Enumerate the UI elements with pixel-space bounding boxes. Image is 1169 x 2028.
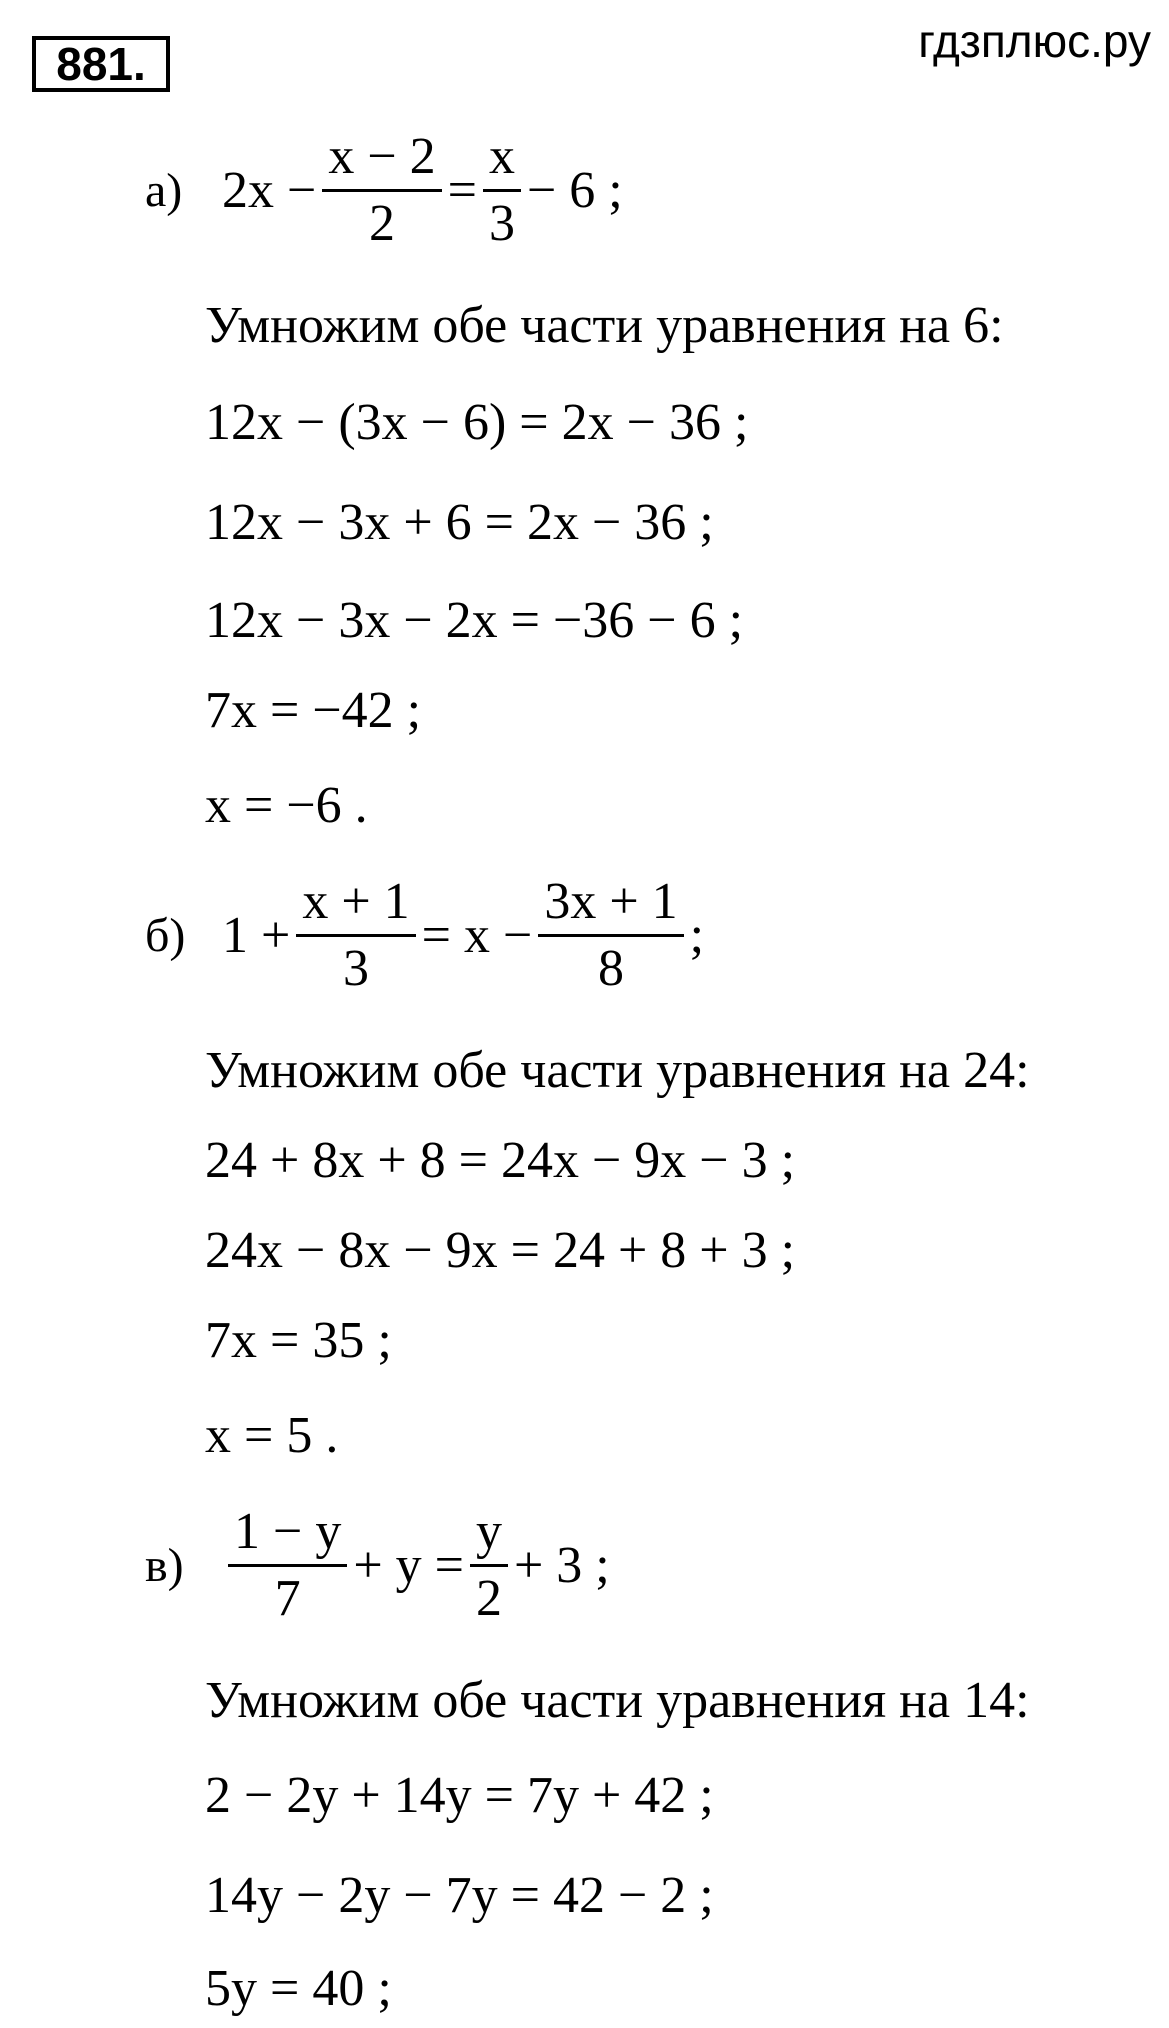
part-c-frac2-den: 2	[470, 1564, 508, 1625]
part-a-frac1-num: x − 2	[328, 127, 436, 185]
part-b-step: 24 + 8x + 8 = 24x − 9x − 3 ;	[205, 1131, 796, 1189]
part-a-frac1-den: 2	[322, 189, 441, 250]
part-c-frac2-num: y	[475, 1502, 502, 1560]
part-b-frac2-num: 3x + 1	[544, 872, 678, 930]
part-c-note: Умножим обе части уравнения на 14:	[205, 1671, 1030, 1729]
part-c-fraction-2	[470, 1502, 508, 1627]
site-watermark: гдзплюс.ру	[918, 15, 1151, 67]
part-c-step: 14y − 2y − 7y = 42 − 2 ;	[205, 1866, 714, 1924]
part-a-frac2-den: 3	[483, 189, 521, 250]
part-b-note: Умножим обе части уравнения на 24:	[205, 1041, 1030, 1099]
part-a-step: 12x − 3x + 6 = 2x − 36 ;	[205, 493, 714, 551]
part-b-mid: = x −	[421, 906, 533, 964]
part-b-frac2-den: 8	[538, 934, 683, 995]
part-c-step: 2 − 2y + 14y = 7y + 42 ;	[205, 1766, 714, 1824]
part-c-frac1-den: 7	[228, 1564, 347, 1625]
part-b-frac1-den: 3	[296, 934, 415, 995]
part-b-rhs: ;	[689, 906, 705, 964]
part-b-step: 24x − 8x − 9x = 24 + 8 + 3 ;	[205, 1221, 796, 1279]
part-a-step: 12x − 3x − 2x = −36 − 6 ;	[205, 591, 744, 649]
part-a-fraction-2	[483, 127, 521, 252]
part-a-fraction-1	[322, 127, 441, 252]
part-a-equation	[222, 125, 623, 255]
part-b-step: x = 5 .	[205, 1406, 339, 1464]
part-a-mid: =	[447, 161, 477, 219]
part-c-frac1-num: 1 − y	[234, 1502, 342, 1560]
part-c-step: 5y = 40 ;	[205, 1959, 392, 2017]
part-b-label: б)	[145, 908, 186, 962]
part-c-rhs: + 3 ;	[513, 1536, 610, 1594]
part-a-note: Умножим обе части уравнения на 6:	[205, 296, 1004, 354]
part-a-step: x = −6 .	[205, 776, 368, 834]
part-c-equation	[222, 1500, 610, 1630]
part-b-fraction-1	[296, 872, 415, 997]
part-b-lhs: 1 +	[222, 906, 291, 964]
part-c-mid: + y =	[353, 1536, 464, 1594]
part-b-frac1-num: x + 1	[302, 872, 410, 930]
part-c-fraction-1	[228, 1502, 347, 1627]
part-b-fraction-2	[538, 872, 683, 997]
part-a-label: а)	[145, 163, 183, 217]
part-a-lhs: 2x −	[222, 161, 317, 219]
part-b-equation	[222, 870, 704, 1000]
part-b-step: 7x = 35 ;	[205, 1311, 392, 1369]
part-c-label: в)	[145, 1538, 184, 1592]
part-a-rhs: − 6 ;	[526, 161, 623, 219]
part-a-frac2-num: x	[488, 127, 515, 185]
part-a-step: 7x = −42 ;	[205, 681, 422, 739]
part-a-step: 12x − (3x − 6) = 2x − 36 ;	[205, 393, 749, 451]
problem-number: 881.	[32, 36, 170, 92]
